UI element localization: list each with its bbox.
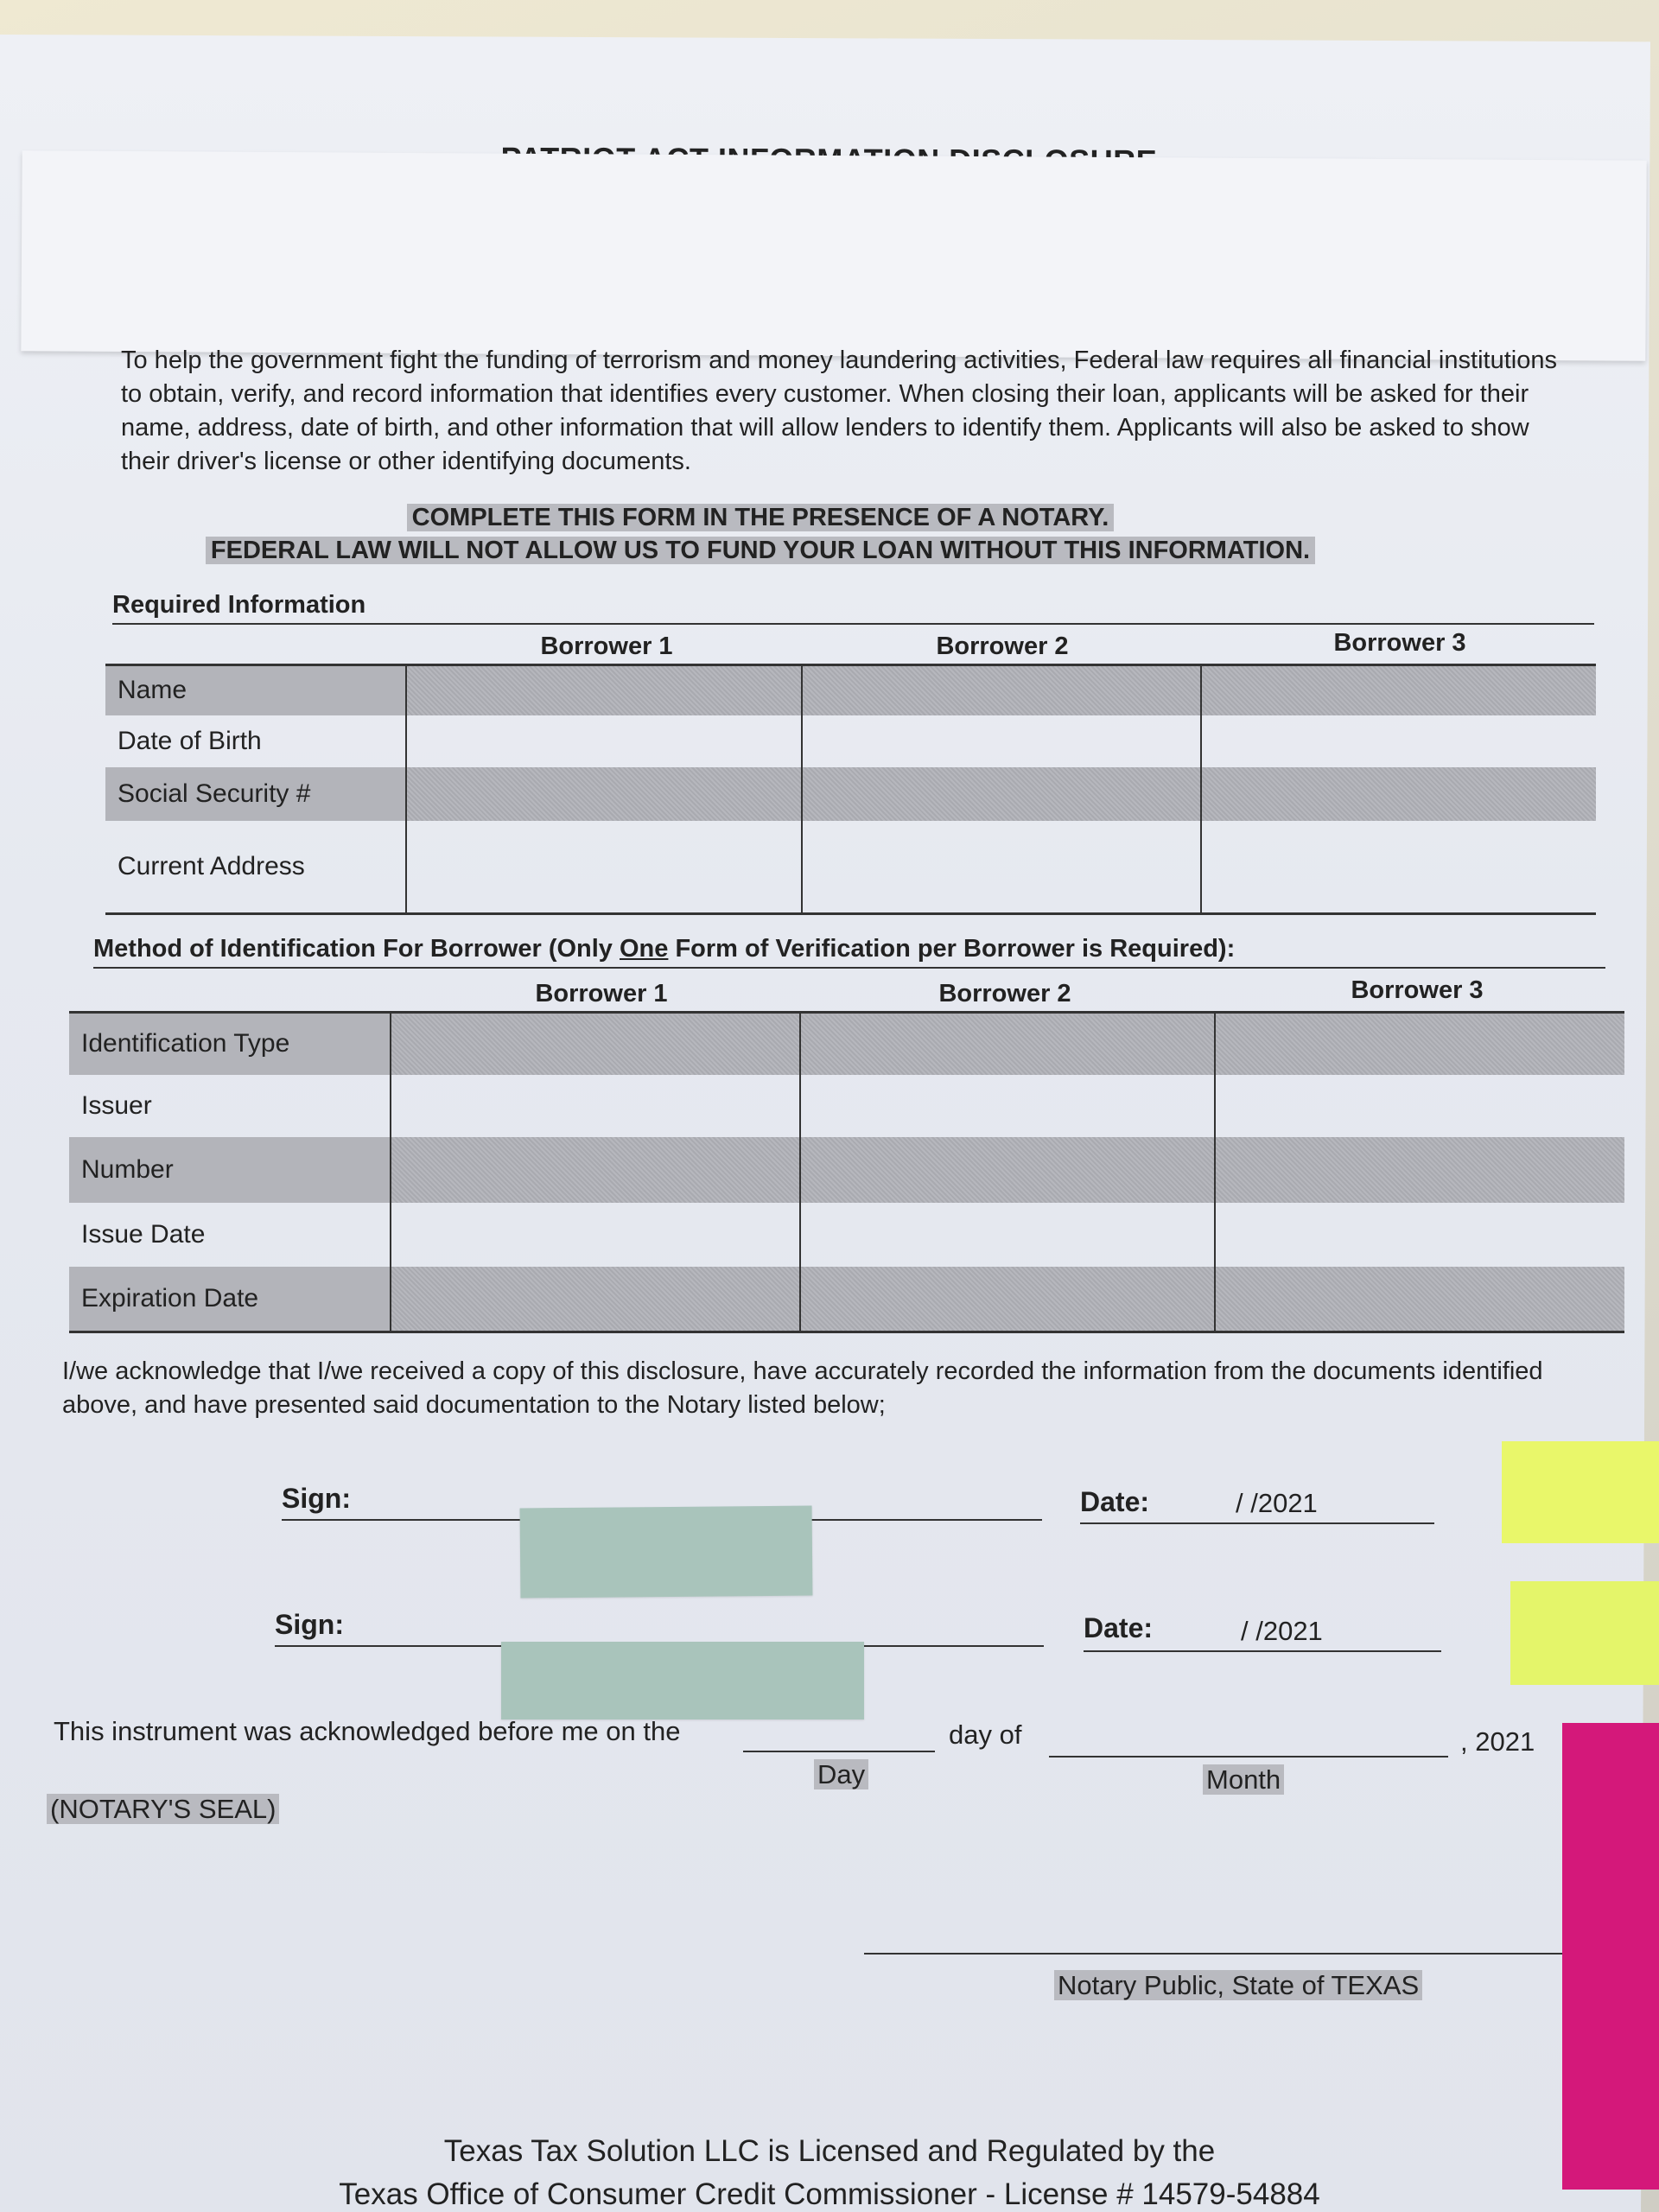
borrower-1-address-field[interactable] xyxy=(406,821,802,914)
date-label-1: Date: xyxy=(1080,1486,1150,1517)
borrower-3-issue-date-field[interactable] xyxy=(1215,1203,1624,1267)
borrower-3-id-type-field[interactable] xyxy=(1215,1013,1624,1075)
required-info-table xyxy=(105,664,1596,915)
borrower-1-ssn-field[interactable] xyxy=(406,767,802,821)
table-row xyxy=(69,1075,1624,1137)
borrower-1-id-type-field[interactable] xyxy=(391,1013,800,1075)
borrower-2-address-field[interactable] xyxy=(802,821,1201,914)
borrower-2-ssn-field[interactable] xyxy=(802,767,1201,821)
borrower-2-issuer-field[interactable] xyxy=(800,1075,1215,1137)
notice-line-1: COMPLETE THIS FORM IN THE PRESENCE OF A NOTARY. xyxy=(407,504,1115,531)
table-row xyxy=(69,1267,1624,1332)
borrower-3-expiration-field[interactable] xyxy=(1215,1267,1624,1332)
borrower-1-dob-field[interactable] xyxy=(406,715,802,767)
required-info-heading: Required Information xyxy=(112,591,1594,625)
row-label-dob: Date of Birth xyxy=(105,715,406,767)
identification-heading: Method of Identification For Borrower (Only One Form of Verification per Borrower is Required): xyxy=(93,935,1605,969)
notary-public-label: Notary Public, State of TEXAS xyxy=(1054,1970,1422,2001)
id-col-borrower-3: Borrower 3 xyxy=(1351,976,1484,1004)
req-col-borrower-3: Borrower 3 xyxy=(1333,629,1466,657)
row-label-issue-date: Issue Date xyxy=(69,1203,391,1267)
borrower-1-number-field[interactable] xyxy=(391,1137,800,1203)
borrower-1-expiration-field[interactable] xyxy=(391,1267,800,1332)
day-line[interactable] xyxy=(743,1751,935,1752)
date-label-2: Date: xyxy=(1084,1612,1154,1643)
table-row xyxy=(69,1013,1624,1075)
row-label-name: Name xyxy=(105,665,406,715)
table-row xyxy=(105,821,1596,914)
table-row xyxy=(69,1203,1624,1267)
borrower-1-name-field[interactable] xyxy=(406,665,802,715)
borrower-2-number-field[interactable] xyxy=(800,1137,1215,1203)
day-of-text: day of xyxy=(949,1719,1022,1750)
notary-signature-line[interactable] xyxy=(864,1953,1564,1955)
row-label-address: Current Address xyxy=(105,821,406,914)
borrower-2-expiration-field[interactable] xyxy=(800,1267,1215,1332)
month-line[interactable] xyxy=(1049,1756,1448,1758)
overlapping-paper xyxy=(21,150,1646,360)
borrower-3-dob-field[interactable] xyxy=(1201,715,1596,767)
id-col-borrower-2: Borrower 2 xyxy=(938,980,1071,1007)
table-row xyxy=(105,767,1596,821)
borrower-1-issue-date-field[interactable] xyxy=(391,1203,800,1267)
row-label-expiration: Expiration Date xyxy=(69,1267,391,1332)
notary-seal-label: (NOTARY'S SEAL) xyxy=(47,1794,279,1825)
borrower-3-name-field[interactable] xyxy=(1201,665,1596,715)
month-label: Month xyxy=(1203,1764,1284,1796)
borrower-3-ssn-field[interactable] xyxy=(1201,767,1596,821)
date-value-2: / /2021 xyxy=(1241,1616,1323,1646)
day-label: Day xyxy=(814,1759,868,1790)
borrower-2-issue-date-field[interactable] xyxy=(800,1203,1215,1267)
notary-notice xyxy=(0,501,1521,567)
notice-line-2: FEDERAL LAW WILL NOT ALLOW US TO FUND YOUR LOAN WITHOUT THIS INFORMATION. xyxy=(206,537,1315,564)
date-value-1: / /2021 xyxy=(1236,1488,1318,1518)
footer-line-2: Texas Office of Consumer Credit Commissioner - License # 14579-54884 xyxy=(339,2177,1320,2211)
id-col-borrower-1: Borrower 1 xyxy=(535,980,668,1007)
date-line-1[interactable] xyxy=(1080,1522,1434,1524)
borrower-3-number-field[interactable] xyxy=(1215,1137,1624,1203)
borrower-2-id-type-field[interactable] xyxy=(800,1013,1215,1075)
table-row xyxy=(105,665,1596,715)
redaction-block-1 xyxy=(520,1506,813,1599)
sticky-note-yellow-1 xyxy=(1502,1441,1659,1543)
table-row xyxy=(69,1137,1624,1203)
borrower-2-dob-field[interactable] xyxy=(802,715,1201,767)
row-label-number: Number xyxy=(69,1137,391,1203)
sign-label-2: Sign: xyxy=(275,1609,344,1640)
row-label-id-type: Identification Type xyxy=(69,1013,391,1075)
date-line-2[interactable] xyxy=(1084,1650,1441,1652)
req-col-borrower-2: Borrower 2 xyxy=(936,632,1069,660)
row-label-ssn: Social Security # xyxy=(105,767,406,821)
borrower-1-issuer-field[interactable] xyxy=(391,1075,800,1137)
sticky-note-pink xyxy=(1562,1723,1659,2190)
intro-paragraph: To help the government fight the funding of terrorism and money laundering activities, Federal law requires all financial institutions to obtain, verify, and record information that identifies every customer. When closing their loan, applicants will be asked for their name, address, date of birth, and other information that will allow lenders to identify them. Applicants will also be asked to show their driver's license or other identifying documents. xyxy=(121,346,1557,475)
footer-line-1: Texas Tax Solution LLC is Licensed and Regulated by the xyxy=(443,2134,1216,2168)
instrument-text: This instrument was acknowledged before me on the xyxy=(54,1716,681,1746)
table-row xyxy=(105,715,1596,767)
borrower-3-address-field[interactable] xyxy=(1201,821,1596,914)
year-text: , 2021 xyxy=(1460,1726,1535,1757)
req-col-borrower-1: Borrower 1 xyxy=(540,632,673,660)
sign-label-1: Sign: xyxy=(282,1483,351,1514)
identification-table xyxy=(69,1011,1624,1333)
acknowledgement-text: I/we acknowledge that I/we received a copy of this disclosure, have accurately recorded the information from the documents identified above, and have presented said documentation to the Notary listed below; xyxy=(62,1357,1543,1419)
redaction-block-2 xyxy=(501,1642,864,1719)
borrower-3-issuer-field[interactable] xyxy=(1215,1075,1624,1137)
sticky-note-yellow-2 xyxy=(1510,1581,1659,1685)
borrower-2-name-field[interactable] xyxy=(802,665,1201,715)
row-label-issuer: Issuer xyxy=(69,1075,391,1137)
